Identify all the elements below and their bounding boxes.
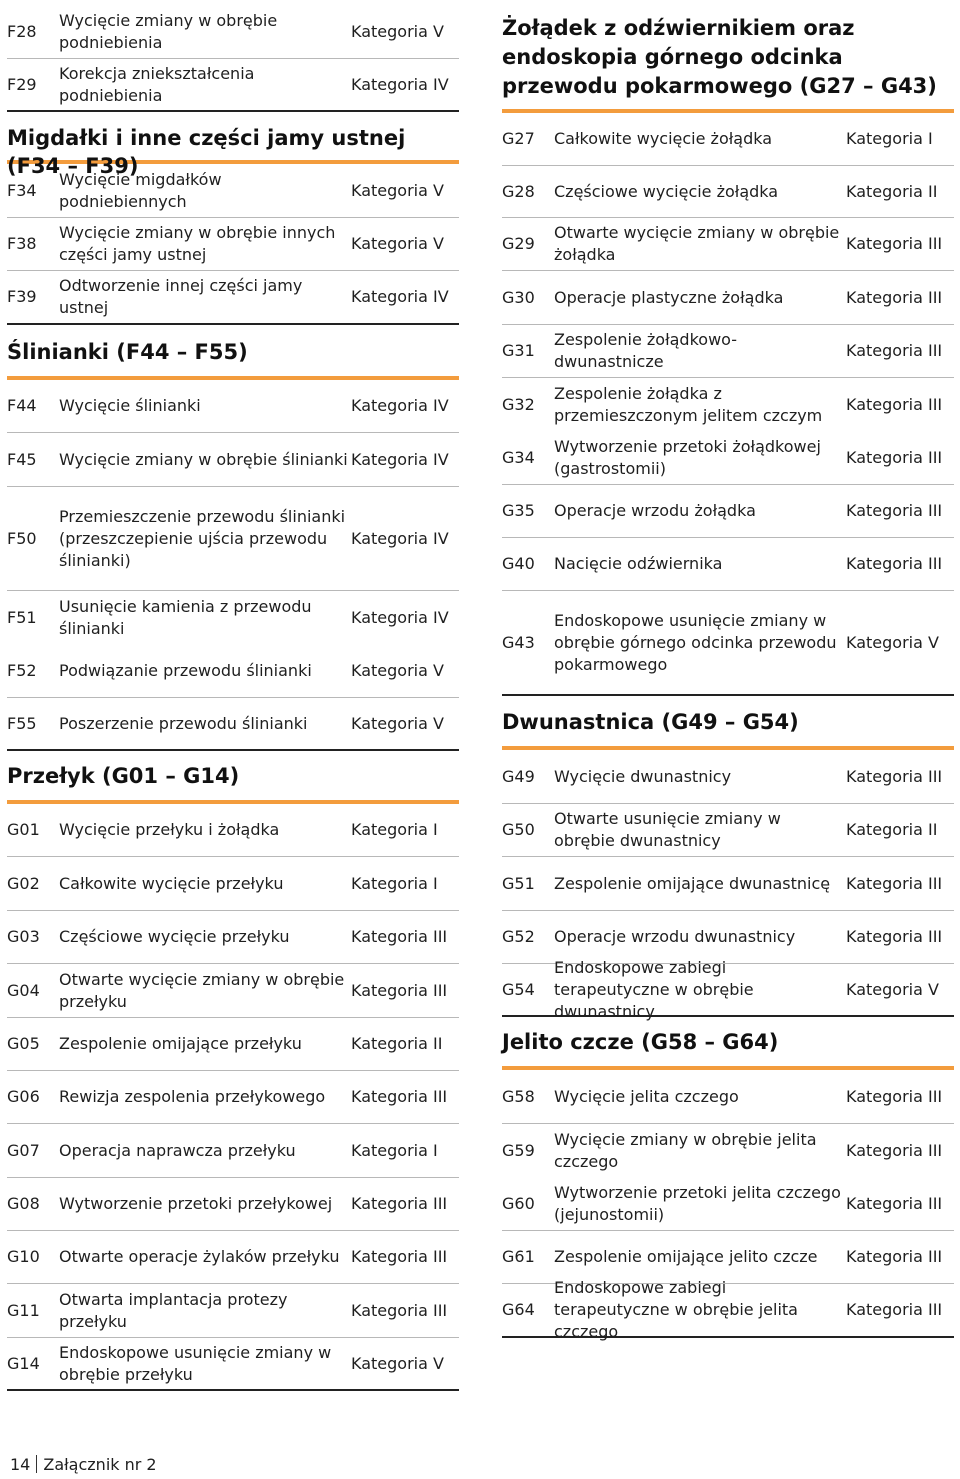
row-code: G60 — [502, 1193, 535, 1213]
table-row — [502, 1177, 954, 1231]
row-name: Wycięcie ślinianki — [59, 396, 201, 415]
row-category: Kategoria III — [351, 1194, 448, 1213]
row-category: Kategoria V — [846, 632, 939, 652]
row-code: G51 — [502, 873, 535, 893]
row-code: G02 — [7, 873, 40, 893]
table-row — [502, 591, 954, 696]
row-name: Nacięcie odźwiernika — [554, 554, 723, 573]
row-category: Kategoria III — [846, 394, 943, 414]
table-row — [7, 59, 459, 112]
row-code: F39 — [7, 287, 37, 306]
row-category: Kategoria I — [351, 873, 438, 893]
row-name: Wytworzenie przetoki jelita czczego (jejunostomii) — [554, 1182, 841, 1224]
table-row — [502, 218, 954, 271]
row-code: G08 — [7, 1194, 40, 1213]
table-row — [7, 380, 459, 433]
row-name: Otwarte operacje żylaków przełyku — [59, 1247, 340, 1266]
table-row — [502, 378, 954, 431]
row-name: Wytworzenie przetoki przełykowej — [59, 1194, 333, 1213]
row-name: Poszerzenie przewodu ślinianki — [59, 713, 308, 733]
row-name: Przemieszczenie przewodu ślinianki (przeszczepienie ujścia przewodu ślinianki) — [59, 506, 346, 570]
table-row — [502, 750, 954, 804]
row-name: Zespolenie żołądkowo-dwunastnicze — [554, 330, 738, 371]
table-row — [502, 271, 954, 325]
row-code: G59 — [502, 1140, 535, 1160]
row-category: Kategoria IV — [351, 74, 449, 94]
row-code: F28 — [7, 22, 37, 41]
row-category: Kategoria III — [351, 1247, 448, 1266]
row-category: Kategoria V — [846, 979, 939, 999]
row-code: F38 — [7, 234, 37, 253]
row-name: Operacje plastyczne żołądka — [554, 287, 784, 307]
row-code: G52 — [502, 927, 535, 946]
row-category: Kategoria I — [351, 1140, 438, 1160]
row-category: Kategoria III — [846, 873, 943, 893]
table-row — [7, 1284, 459, 1338]
row-name: Operacja naprawcza przełyku — [59, 1140, 296, 1160]
row-category: Kategoria V — [351, 713, 444, 733]
row-name: Wytworzenie przetoki żołądkowej (gastrostomii) — [554, 436, 821, 478]
row-category: Kategoria III — [846, 1193, 943, 1213]
row-category: Kategoria V — [351, 234, 444, 253]
table-row — [7, 1018, 459, 1071]
row-name: Całkowite wycięcie przełyku — [59, 873, 284, 893]
row-name: Endoskopowe zabiegi terapeutyczne w obrębie dwunastnicy — [554, 957, 754, 1021]
row-code: F55 — [7, 713, 37, 733]
page-footer — [10, 1455, 157, 1475]
row-name: Endoskopowe zabiegi terapeutyczne w obrębie jelita czczego — [554, 1278, 798, 1341]
table-row — [7, 164, 459, 218]
table-row — [502, 857, 954, 911]
row-name: Endoskopowe usunięcie zmiany w obrębie przełyku — [59, 1342, 332, 1384]
row-category: Kategoria III — [351, 1087, 448, 1106]
section-heading: Ślinianki (F44 – F55) — [7, 338, 459, 380]
table-row — [502, 431, 954, 485]
row-category: Kategoria II — [351, 1034, 443, 1053]
row-category: Kategoria IV — [351, 528, 449, 548]
table-row — [502, 166, 954, 218]
row-name: Operacje wrzodu dwunastnicy — [554, 927, 796, 946]
table-row — [502, 485, 954, 538]
table-row — [502, 957, 954, 1021]
footer-divider — [36, 1455, 37, 1473]
row-category: Kategoria I — [846, 129, 933, 148]
row-category: Kategoria III — [846, 447, 943, 467]
row-name: Wycięcie zmiany w obrębie innych części jamy ustnej — [59, 223, 336, 264]
row-name: Wycięcie migdałków podniebiennych — [59, 169, 222, 211]
row-category: Kategoria V — [351, 180, 444, 200]
row-code: G06 — [7, 1087, 40, 1106]
row-category: Kategoria IV — [351, 287, 449, 306]
row-code: F50 — [7, 528, 37, 548]
table-row — [502, 1070, 954, 1124]
row-category: Kategoria III — [846, 1140, 943, 1160]
row-code: G07 — [7, 1140, 40, 1160]
table-row — [502, 1124, 954, 1177]
footer-label: Załącznik nr 2 — [43, 1455, 157, 1474]
row-name: Odtworzenie innej części jamy ustnej — [59, 276, 303, 317]
row-code: G40 — [502, 554, 535, 573]
row-code: G29 — [502, 234, 535, 253]
row-code: F34 — [7, 180, 37, 200]
row-code: G05 — [7, 1034, 40, 1053]
row-name: Całkowite wycięcie żołądka — [554, 129, 773, 148]
row-code: G61 — [502, 1247, 535, 1266]
row-category: Kategoria I — [351, 820, 438, 839]
row-category: Kategoria III — [351, 927, 448, 946]
row-code: G54 — [502, 979, 535, 999]
table-row — [502, 325, 954, 378]
table-row — [7, 1124, 459, 1178]
row-name: Zespolenie omijające przełyku — [59, 1034, 302, 1053]
row-code: G58 — [502, 1086, 535, 1106]
table-row — [7, 645, 459, 698]
row-name: Wycięcie zmiany w obrębie ślinianki — [59, 449, 348, 469]
section-heading: Przełyk (G01 – G14) — [7, 762, 459, 804]
row-code: G32 — [502, 394, 535, 414]
row-category: Kategoria III — [846, 554, 943, 573]
table-row — [7, 1071, 459, 1124]
row-code: G04 — [7, 980, 40, 1000]
row-category: Kategoria II — [846, 820, 938, 839]
row-code: F29 — [7, 74, 37, 94]
row-name: Endoskopowe usunięcie zmiany w obrębie górnego odcinka przewodu pokarmowego — [554, 610, 837, 674]
section-heading: Jelito czcze (G58 – G64) — [502, 1028, 954, 1070]
table-row — [7, 1178, 459, 1231]
row-category: Kategoria III — [846, 766, 943, 786]
row-code: F52 — [7, 661, 37, 680]
row-name: Zespolenie żołądka z przemieszczonym jelitem czczym — [554, 383, 823, 425]
table-row — [7, 804, 459, 857]
row-name: Zespolenie omijające dwunastnicę — [554, 873, 831, 893]
row-category: Kategoria III — [846, 1086, 943, 1106]
row-code: G01 — [7, 820, 40, 839]
row-category: Kategoria III — [846, 501, 943, 520]
row-name: Podwiązanie przewodu ślinianki — [59, 661, 312, 680]
row-code: G50 — [502, 820, 535, 839]
row-category: Kategoria III — [846, 341, 943, 360]
row-name: Operacje wrzodu żołądka — [554, 501, 756, 520]
row-name: Wycięcie jelita czczego — [554, 1086, 739, 1106]
table-row — [7, 1231, 459, 1284]
row-name: Rewizja zespolenia przełykowego — [59, 1087, 326, 1106]
row-name: Otwarte wycięcie zmiany w obrębie żołądka — [554, 223, 840, 264]
table-row — [7, 911, 459, 964]
row-code: G43 — [502, 632, 535, 652]
row-code: G49 — [502, 766, 535, 786]
row-category: Kategoria IV — [351, 608, 449, 627]
row-code: F44 — [7, 396, 37, 415]
row-category: Kategoria V — [351, 661, 444, 680]
row-category: Kategoria II — [846, 181, 938, 201]
table-row — [7, 218, 459, 271]
table-row — [7, 857, 459, 911]
row-category: Kategoria III — [846, 1247, 943, 1266]
table-row — [7, 6, 459, 59]
row-category: Kategoria III — [846, 234, 943, 253]
row-code: G64 — [502, 1300, 535, 1319]
row-name: Wycięcie zmiany w obrębie jelita czczego — [554, 1129, 817, 1171]
row-code: G34 — [502, 447, 535, 467]
table-row — [7, 271, 459, 325]
table-row — [7, 591, 459, 645]
row-code: F51 — [7, 608, 37, 627]
row-code: G30 — [502, 287, 535, 307]
table-row — [7, 698, 459, 751]
table-row — [502, 538, 954, 591]
row-code: G35 — [502, 501, 535, 520]
section-heading: Żołądek z odźwiernikiem oraz endoskopia górnego odcinka przewodu pokarmowego (G27 – G43) — [502, 14, 954, 113]
row-code: F45 — [7, 449, 37, 469]
row-name: Wycięcie zmiany w obrębie podniebienia — [59, 11, 278, 52]
row-name: Wycięcie dwunastnicy — [554, 766, 732, 786]
row-category: Kategoria III — [351, 1300, 448, 1320]
row-code: G14 — [7, 1353, 40, 1373]
section-heading: Dwunastnica (G49 – G54) — [502, 708, 954, 750]
row-category: Kategoria V — [351, 1353, 444, 1373]
row-name: Częściowe wycięcie żołądka — [554, 181, 779, 201]
row-category: Kategoria IV — [351, 449, 449, 469]
table-row — [7, 964, 459, 1018]
table-row — [7, 487, 459, 591]
row-name: Otwarte usunięcie zmiany w obrębie dwunastnicy — [554, 809, 781, 850]
row-code: G31 — [502, 341, 535, 360]
row-category: Kategoria IV — [351, 396, 449, 415]
row-category: Kategoria III — [846, 927, 943, 946]
row-name: Zespolenie omijające jelito czcze — [554, 1247, 818, 1266]
row-name: Otwarta implantacja protezy przełyku — [59, 1289, 288, 1331]
row-category: Kategoria V — [351, 22, 444, 41]
row-name: Usunięcie kamienia z przewodu ślinianki — [59, 597, 312, 638]
row-category: Kategoria III — [351, 980, 448, 1000]
table-row — [502, 113, 954, 166]
row-name: Wycięcie przełyku i żołądka — [59, 820, 280, 839]
row-code: G10 — [7, 1247, 40, 1266]
row-name: Otwarte wycięcie zmiany w obrębie przełyku — [59, 969, 345, 1011]
row-code: G27 — [502, 129, 535, 148]
row-code: G28 — [502, 181, 535, 201]
section-heading: Migdałki i inne części jamy ustnej (F34 – F39) — [7, 124, 459, 164]
row-category: Kategoria III — [846, 287, 943, 307]
page-number: 14 — [10, 1455, 31, 1474]
table-row — [7, 433, 459, 487]
table-row — [7, 1338, 459, 1391]
row-name: Korekcja zniekształcenia podniebienia — [59, 63, 255, 105]
row-code: G11 — [7, 1300, 40, 1320]
table-row — [502, 804, 954, 857]
row-code: G03 — [7, 927, 40, 946]
row-name: Częściowe wycięcie przełyku — [59, 927, 290, 946]
table-row — [502, 1278, 954, 1341]
row-category: Kategoria III — [846, 1300, 943, 1319]
